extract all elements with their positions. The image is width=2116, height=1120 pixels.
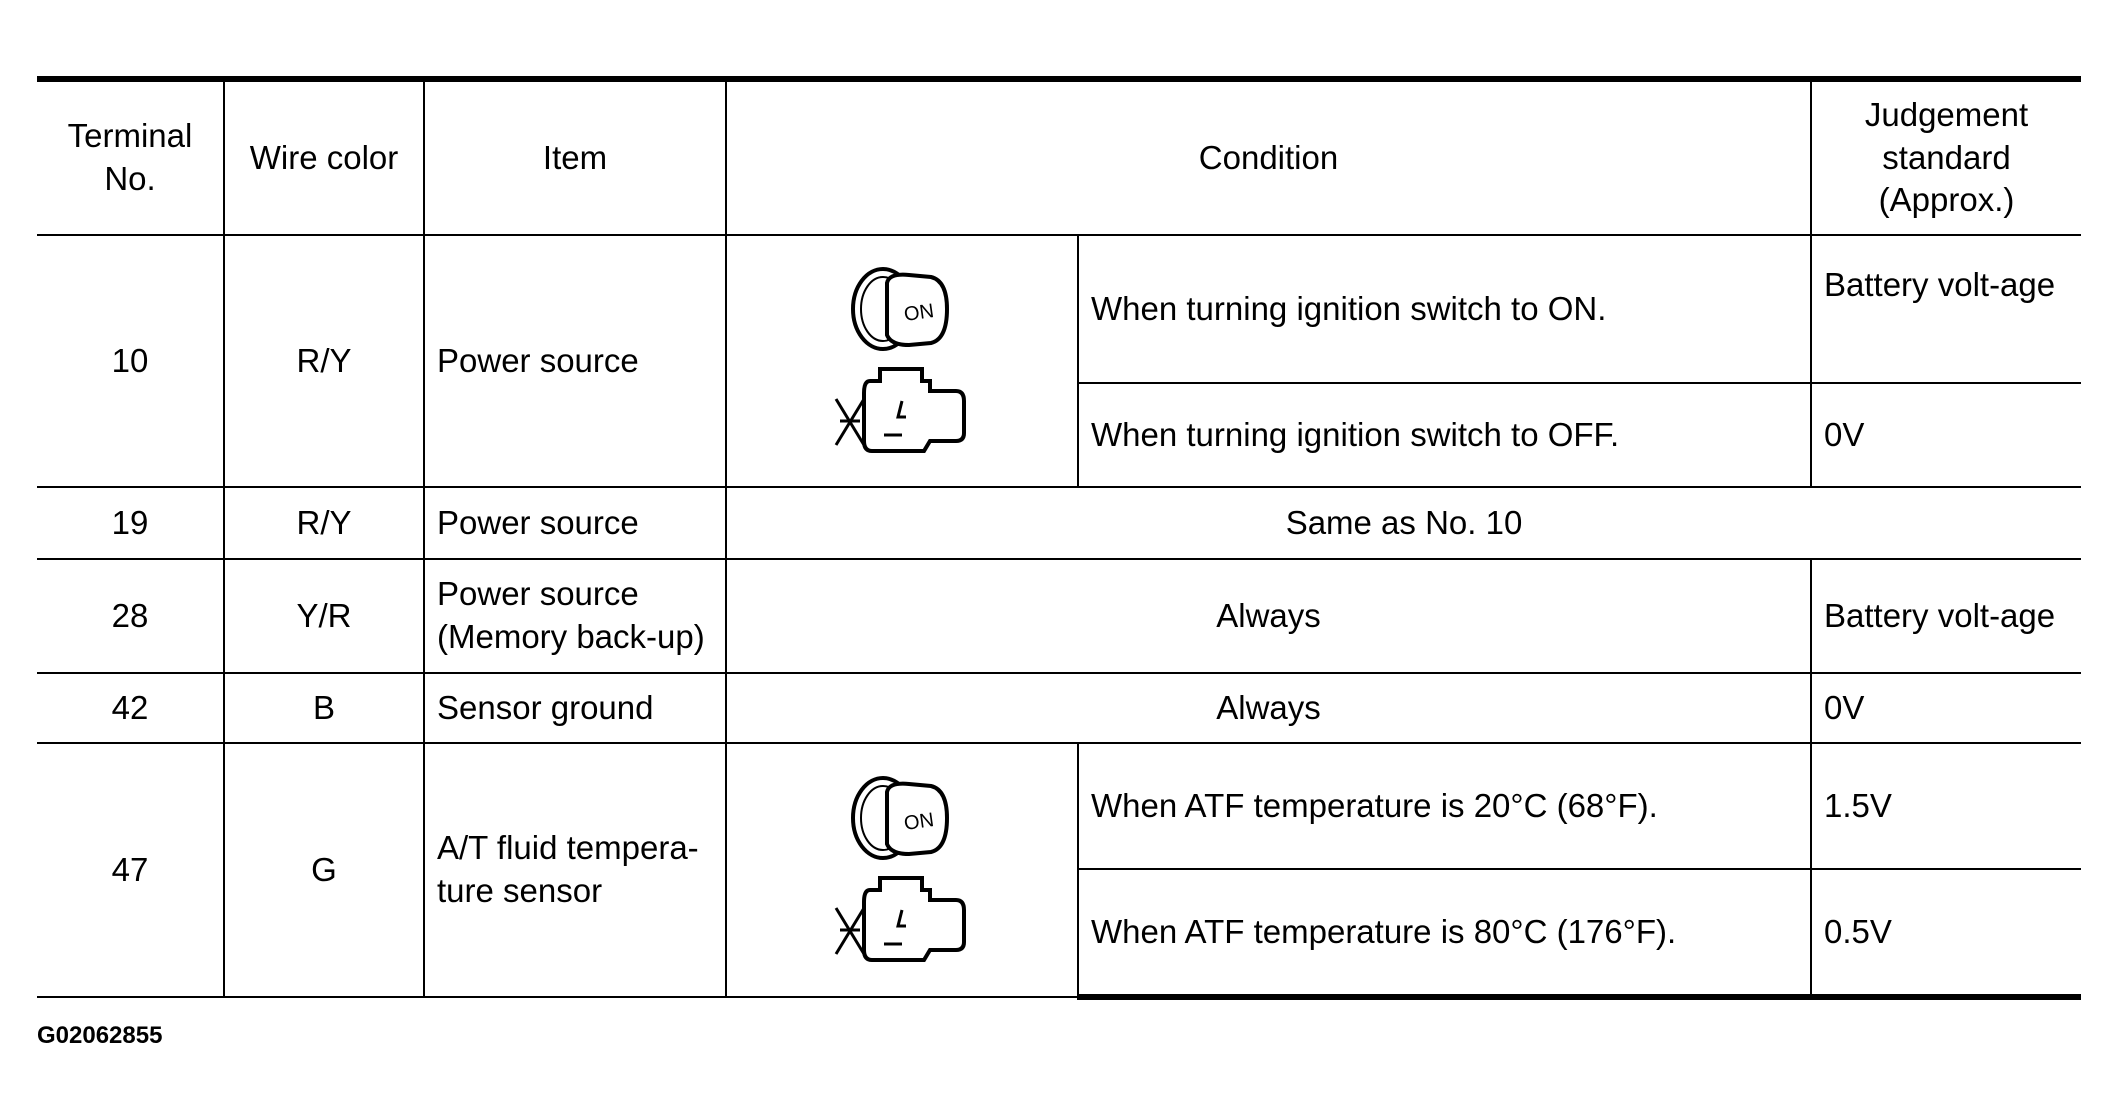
key-on-label: ON <box>902 809 936 835</box>
judgement-cell: Battery volt-age <box>1811 235 2081 383</box>
judgement-cell: Battery volt-age <box>1811 559 2081 673</box>
table-row <box>37 743 2081 869</box>
header-condition: Condition <box>726 79 1811 235</box>
condition-cell: When turning ignition switch to ON. <box>1078 235 1811 383</box>
terminal-cell: 19 <box>37 487 224 559</box>
table-row <box>37 673 2081 743</box>
wire-color-cell: R/Y <box>224 235 424 487</box>
figure-code: G02062855 <box>37 1022 163 1049</box>
item-cell: Power source <box>424 487 726 559</box>
wire-color-cell: G <box>224 743 424 997</box>
condition-cell: When ATF temperature is 80°C (176°F). <box>1078 869 1811 997</box>
item-cell: A/T fluid tempera-ture sensor <box>424 743 726 997</box>
condition-cell: Always <box>726 673 1811 743</box>
header-item: Item <box>424 79 726 235</box>
table-row <box>37 235 2081 383</box>
condition-icons-cell <box>726 743 1078 997</box>
judgement-cell: 0V <box>1811 673 2081 743</box>
item-cell: Power source (Memory back-up) <box>424 559 726 673</box>
table-header-row <box>37 79 2081 235</box>
terminal-table-sheet <box>37 76 2081 1000</box>
terminal-cell: 47 <box>37 743 224 997</box>
terminal-cell: 28 <box>37 559 224 673</box>
terminal-cell: 10 <box>37 235 224 487</box>
engine-icon <box>832 870 972 970</box>
header-wire-color: Wire color <box>224 79 424 235</box>
judgement-cell: 0V <box>1811 383 2081 487</box>
wire-color-cell: B <box>224 673 424 743</box>
ignition-key-on-icon <box>847 770 957 870</box>
ignition-key-on-icon <box>847 261 957 361</box>
wire-color-cell: R/Y <box>224 487 424 559</box>
key-on-label: ON <box>902 300 936 326</box>
judgement-cell: 0.5V <box>1811 869 2081 997</box>
condition-cell: When ATF temperature is 20°C (68°F). <box>1078 743 1811 869</box>
header-terminal: Terminal No. <box>37 79 224 235</box>
header-judgement: Judgement standard (Approx.) <box>1811 79 2081 235</box>
condition-icons-cell <box>726 235 1078 487</box>
item-cell: Sensor ground <box>424 673 726 743</box>
condition-cell: Always <box>726 559 1811 673</box>
table-row <box>37 559 2081 673</box>
table-row <box>37 487 2081 559</box>
wire-color-cell: Y/R <box>224 559 424 673</box>
condition-cell: Same as No. 10 <box>726 487 2081 559</box>
item-cell: Power source <box>424 235 726 487</box>
terminal-reference-table <box>37 76 2081 1000</box>
condition-cell: When turning ignition switch to OFF. <box>1078 383 1811 487</box>
engine-icon <box>832 361 972 461</box>
judgement-cell: 1.5V <box>1811 743 2081 869</box>
terminal-cell: 42 <box>37 673 224 743</box>
